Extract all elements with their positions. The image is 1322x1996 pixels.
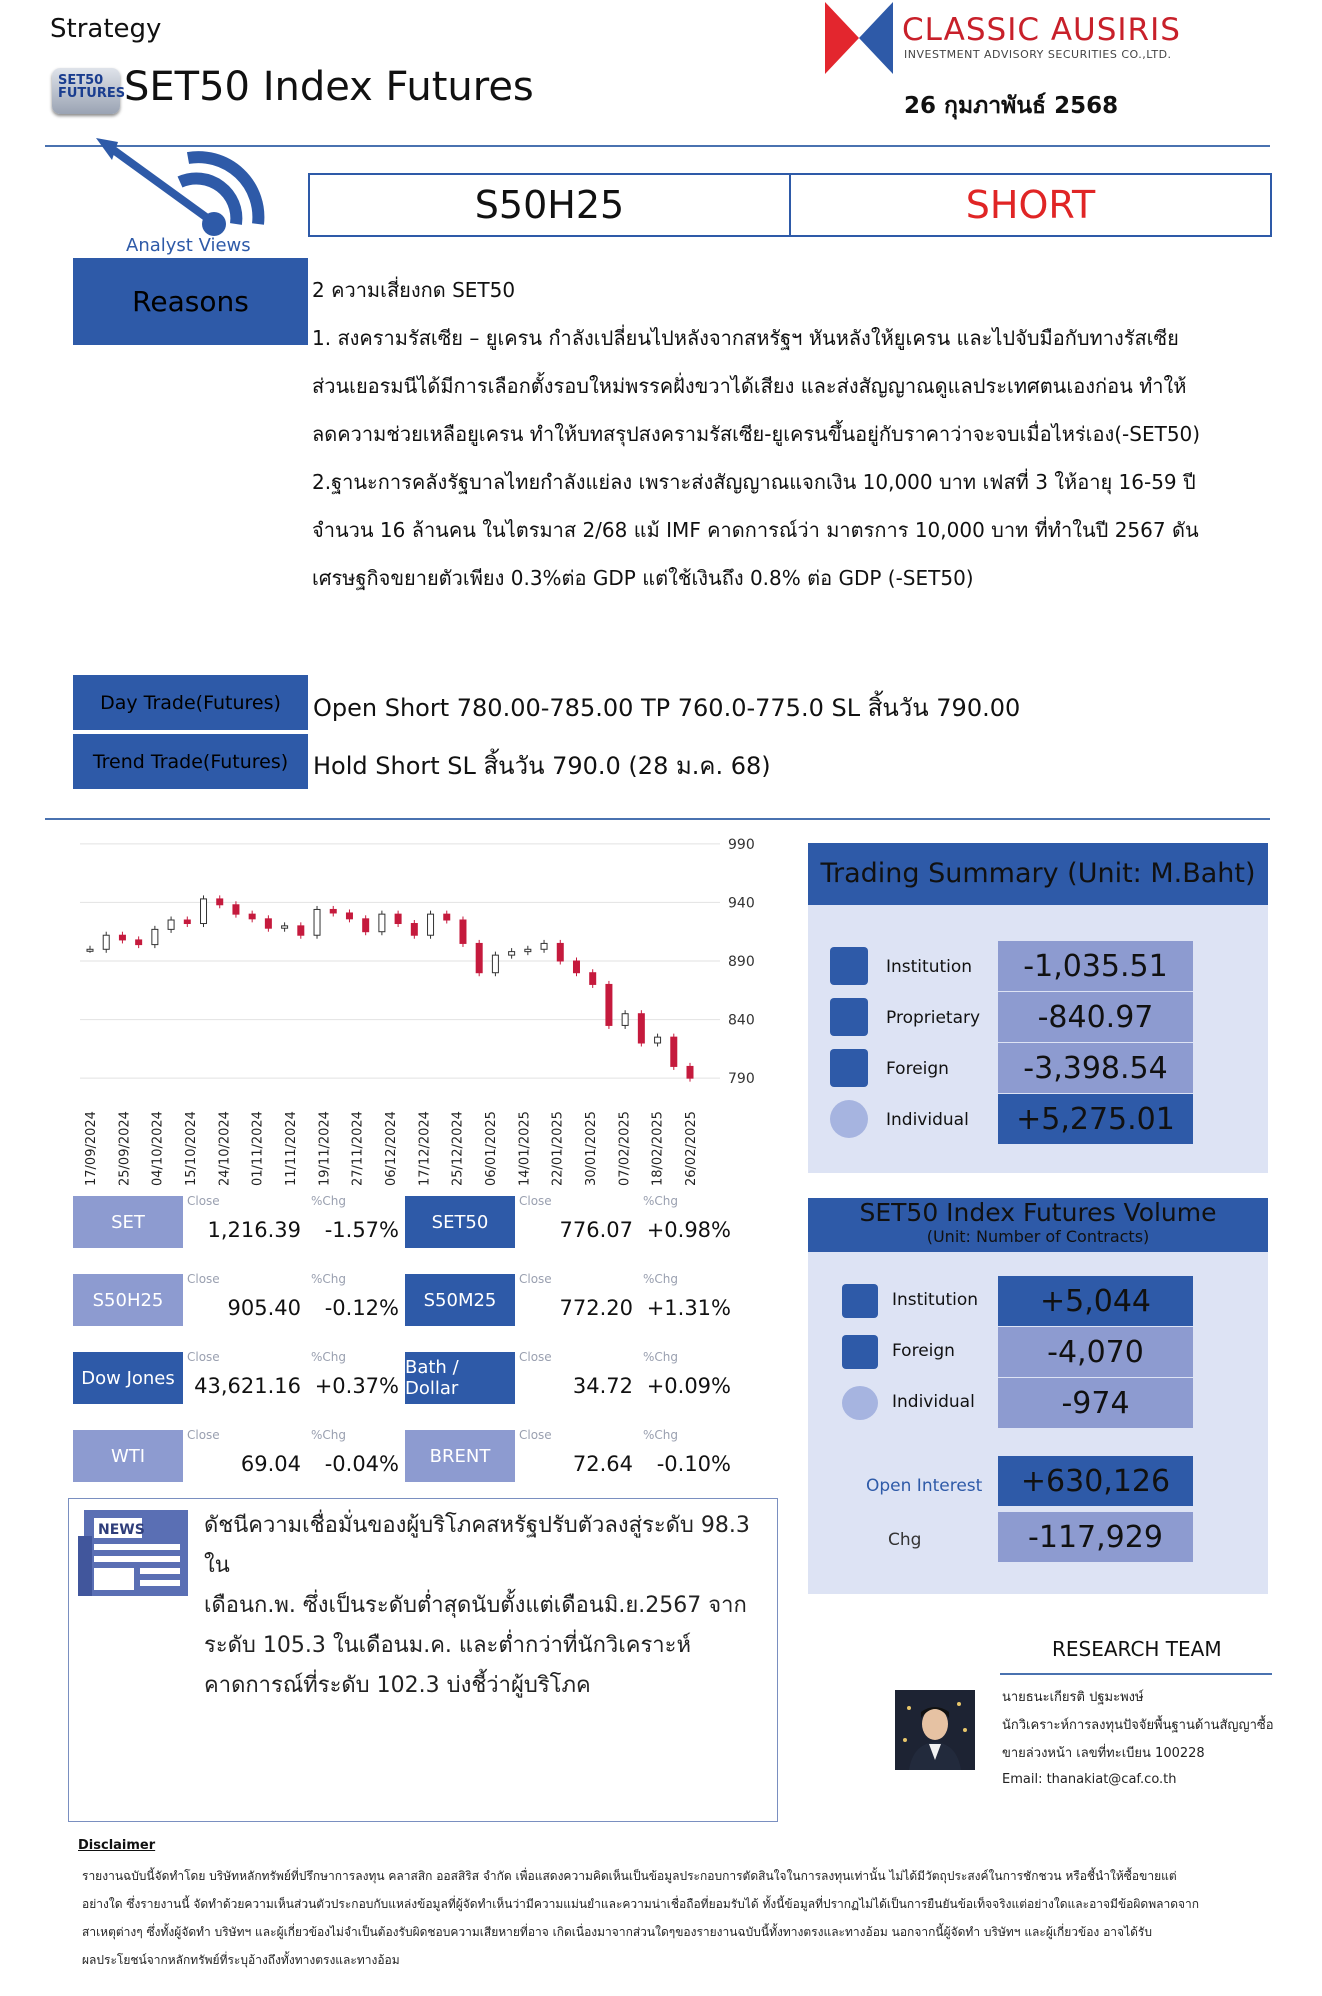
- candle-body: [152, 929, 158, 944]
- trading-summary-title: Trading Summary (Unit: M.Baht): [808, 843, 1268, 905]
- futures-volume-title: SET50 Index Futures Volume: [859, 1198, 1217, 1227]
- candle-body: [346, 913, 352, 919]
- candle-body: [314, 909, 320, 935]
- x-tick-label: 11/11/2024: [284, 1111, 299, 1186]
- reason-line: 2 ความเสี่ยงกด SET50: [312, 278, 516, 302]
- candle-body: [606, 984, 612, 1025]
- section-label: Strategy: [50, 14, 162, 44]
- news-text: [204, 1506, 764, 1706]
- analyst-photo-icon: [895, 1690, 975, 1770]
- candle-body: [103, 935, 109, 949]
- candle-body: [590, 973, 596, 985]
- candle-body: [168, 920, 174, 929]
- reason-line: ส่วนเยอรมนีได้มีการเลือกตั้งรอบใหม่พรรคฝั่งขวาได้เสียง และส่งสัญญาณดูแลประเทศตนเองก่อน ทำให้: [312, 374, 1187, 398]
- x-tick-label: 14/01/2025: [517, 1111, 533, 1186]
- foreign-money-icon: [842, 1335, 878, 1369]
- candle-body: [622, 1014, 628, 1026]
- close-header: Close: [519, 1194, 552, 1208]
- analyst-avatar: [895, 1690, 975, 1770]
- summary-row-label: Proprietary: [886, 1008, 981, 1028]
- reason-line: เศรษฐกิจขยายตัวเพียง 0.3%ต่อ GDP แต่ใช้เงินถึง 0.8% ต่อ GDP (-SET50): [312, 566, 974, 590]
- reason-line: จำนวน 16 ล้านคน ในไตรมาส 2/68 แม้ IMF คาดการณ์ว่า มาตรการ 10,000 บาท ที่ทำในปี 2567 ดัน: [312, 518, 1199, 542]
- quote-chg-value: -0.04%: [324, 1452, 399, 1476]
- quote-close-value: 1,216.39: [207, 1218, 301, 1242]
- close-header: Close: [187, 1350, 220, 1364]
- quote-label: SET: [73, 1196, 183, 1248]
- summary-row-value: -840.97: [998, 992, 1193, 1042]
- analyst-name: นายธนะเกียรติ ปฐมะพงษ์: [1002, 1690, 1144, 1705]
- candle-body: [671, 1037, 677, 1066]
- x-tick-label: 04/10/2024: [150, 1111, 166, 1186]
- news-icon-label: NEWS: [98, 1522, 145, 1538]
- close-header: Close: [187, 1428, 220, 1442]
- candle-body: [136, 940, 142, 945]
- set50-futures-logo: [52, 68, 126, 114]
- candle-body: [687, 1066, 693, 1078]
- y-tick-label: 890: [728, 954, 755, 970]
- company-subtitle: INVESTMENT ADVISORY SECURITIES CO.,LTD.: [904, 48, 1172, 61]
- y-tick-label: 790: [728, 1071, 755, 1088]
- quote-chg-value: +0.37%: [314, 1374, 399, 1398]
- candle-body: [363, 919, 369, 932]
- contract-position-box: [308, 173, 1272, 237]
- summary-row-value: -3,398.54: [998, 1043, 1193, 1093]
- x-tick-label: 26/02/2025: [684, 1111, 699, 1186]
- reason-line: 2.ฐานะการคลังรัฐบาลไทยกำลังแย่ลง เพราะส่งสัญญาณแจกเงิน 10,000 บาท เฟสที่ 3 ให้อายุ 16-59 ปี: [312, 470, 1196, 494]
- institution-building-icon: [830, 947, 868, 985]
- candle-body: [411, 924, 417, 936]
- news-line: เดือนก.พ. ซึ่งเป็นระดับต่ำสุดนับตั้งแต่เดือนมิ.ย.2567 จาก: [204, 1593, 747, 1618]
- candle-body: [655, 1037, 661, 1043]
- chg-header: %Chg: [643, 1350, 679, 1364]
- trend-trade-value: Hold Short SL สิ้นวัน 790.0 (28 ม.ค. 68): [313, 752, 771, 780]
- x-tick-label: 25/12/2024: [450, 1111, 466, 1186]
- oi-change-label: Chg: [888, 1530, 922, 1550]
- disclaimer-line: ผลประโยชน์จากหลักทรัพย์ที่ระบุอ้างถึงทั้งทางตรงและทางอ้อม: [82, 1953, 400, 1967]
- disclaimer-heading: Disclaimer: [78, 1838, 156, 1853]
- reasons-label: Reasons: [73, 258, 308, 345]
- candle-body: [282, 926, 288, 928]
- trend-trade-label: Trend Trade(Futures): [73, 734, 308, 789]
- quote-close-value: 43,621.16: [194, 1374, 301, 1398]
- quote-label: BRENT: [405, 1430, 515, 1482]
- quote-close-value: 72.64: [572, 1452, 633, 1476]
- volume-row-label: Individual: [892, 1392, 975, 1412]
- quote-chg-value: -1.57%: [324, 1218, 399, 1242]
- candle-body: [573, 961, 579, 973]
- reasons-text: [312, 266, 1272, 602]
- candle-body: [249, 914, 255, 919]
- quote-close-value: 905.40: [227, 1296, 301, 1320]
- candle-body: [444, 914, 450, 920]
- candle-body: [509, 952, 515, 956]
- disclaimer-line: รายงานฉบับนี้จัดทำโดย บริษัทหลักทรัพย์ที่ปรึกษาการลงทุน คลาสสิก ออสสิริส จำกัด เพื่อแสดงความคิดเห็นเป็นข้อมูลประกอบการตัดสินใจในการลงทุนเท่านั้น ไม่ได้มีวัตถุประสงค์ในการชักชวน หรือชี้นำให้ซื้อขายแต่: [82, 1869, 1177, 1883]
- quote-chg-value: -0.10%: [656, 1452, 731, 1476]
- close-header: Close: [519, 1272, 552, 1286]
- news-line: ดัชนีความเชื่อมั่นของผู้บริโภคสหรัฐปรับตัวลงสู่ระดับ 98.3 ใน: [204, 1513, 750, 1578]
- report-date: 26 กุมภาพันธ์ 2568: [904, 93, 1119, 119]
- position-signal: SHORT: [965, 183, 1096, 227]
- institution-building-icon: [842, 1284, 878, 1318]
- summary-row-value: -1,035.51: [998, 941, 1193, 991]
- x-tick-label: 15/10/2024: [184, 1111, 199, 1186]
- candle-body: [233, 905, 239, 914]
- foreign-money-icon: [830, 1049, 868, 1087]
- proprietary-group-icon: [830, 998, 868, 1036]
- candle-body: [557, 943, 563, 961]
- analyst-views-label: Analyst Views: [126, 235, 251, 256]
- close-header: Close: [187, 1272, 220, 1286]
- chg-header: %Chg: [643, 1428, 679, 1442]
- candle-body: [201, 899, 207, 924]
- set50-candlestick-chart: [70, 830, 755, 1190]
- close-header: Close: [519, 1428, 552, 1442]
- futures-volume-header: [808, 1198, 1268, 1252]
- analyst-email[interactable]: Email: thanakiat@caf.co.th: [1002, 1772, 1177, 1787]
- company-logo-icon: [825, 2, 893, 74]
- newspaper-icon: [78, 1506, 193, 1601]
- volume-row-value: -4,070: [998, 1327, 1193, 1377]
- x-tick-label: 19/11/2024: [317, 1111, 333, 1186]
- candle-body: [379, 914, 385, 932]
- quote-chg-value: +1.31%: [646, 1296, 731, 1320]
- news-line: คาดการณ์ที่ระดับ 102.3 บ่งชี้ว่าผู้บริโภค: [204, 1673, 591, 1698]
- candle-body: [476, 943, 482, 972]
- candle-body: [525, 949, 531, 951]
- close-header: Close: [187, 1194, 220, 1208]
- x-tick-label: 06/01/2025: [484, 1111, 499, 1186]
- y-tick-label: 990: [728, 836, 755, 853]
- candle-body: [298, 926, 304, 935]
- disclaimer-line: สาเหตุต่างๆ ซึ่งทั้งผู้จัดทำ บริษัทฯ และผู้เกี่ยวข้องไม่จำเป็นต้องรับผิดชอบความเสียหายที่อาจ เกิดเนื่องมาจากส่วนใดๆของรายงานฉบับนี้ทั้งทางตรงและทางอ้อม นอกจากนี้ผู้จัดทำ บริษัทฯ และผู้เกี่ยวข้อง อาจได้รับ: [82, 1925, 1152, 1939]
- quote-label: S50H25: [73, 1274, 183, 1326]
- summary-row-value: +5,275.01: [998, 1094, 1193, 1144]
- volume-row-label: Foreign: [892, 1341, 955, 1361]
- x-tick-label: 17/09/2024: [84, 1111, 99, 1186]
- page-title: SET50 Index Futures: [124, 64, 534, 110]
- y-tick-label: 940: [728, 895, 755, 912]
- quote-label: Bath / Dollar: [405, 1352, 515, 1404]
- x-tick-label: 01/11/2024: [250, 1111, 266, 1186]
- x-tick-label: 17/12/2024: [417, 1111, 433, 1186]
- volume-row-value: +5,044: [998, 1276, 1193, 1326]
- chg-header: %Chg: [311, 1194, 347, 1208]
- quote-close-value: 34.72: [572, 1374, 633, 1398]
- summary-row-label: Individual: [886, 1110, 969, 1130]
- chg-header: %Chg: [643, 1272, 679, 1286]
- y-tick-label: 840: [728, 1012, 755, 1029]
- x-tick-label: 18/02/2025: [650, 1111, 666, 1186]
- analyst-license: ขายล่วงหน้า เลขที่ทะเบียน 100228: [1002, 1746, 1205, 1761]
- chg-header: %Chg: [311, 1272, 347, 1286]
- section-divider: [45, 818, 1270, 820]
- candle-body: [184, 920, 190, 924]
- candle-body: [330, 909, 336, 913]
- futures-volume-subtitle: (Unit: Number of Contracts): [926, 1227, 1150, 1246]
- day-trade-label: Day Trade(Futures): [73, 675, 308, 730]
- reason-line: 1. สงครามรัสเซีย – ยูเครน กำลังเปลี่ยนไปหลังจากสหรัฐฯ หันหลังให้ยูเครน และไปจับมือกับทางรัสเซีย: [312, 326, 1179, 350]
- individual-person-icon: [842, 1386, 878, 1420]
- candle-body: [395, 914, 401, 923]
- chg-header: %Chg: [311, 1428, 347, 1442]
- summary-row-label: Foreign: [886, 1059, 949, 1079]
- day-trade-value: Open Short 780.00-785.00 TP 760.0-775.0 SL สิ้นวัน 790.00: [313, 694, 1021, 722]
- quote-chg-value: -0.12%: [324, 1296, 399, 1320]
- volume-row-label: Institution: [892, 1290, 979, 1310]
- open-interest-label: Open Interest: [866, 1476, 983, 1496]
- close-header: Close: [519, 1350, 552, 1364]
- chg-header: %Chg: [311, 1350, 347, 1364]
- candle-body: [265, 919, 271, 928]
- quote-label: WTI: [73, 1430, 183, 1482]
- quote-close-value: 776.07: [559, 1218, 633, 1242]
- x-tick-label: 25/09/2024: [117, 1111, 133, 1186]
- candle-body: [217, 899, 223, 905]
- news-line: ระดับ 105.3 ในเดือนม.ค. และต่ำกว่าที่นักวิเคราะห์: [204, 1633, 691, 1658]
- x-tick-label: 07/02/2025: [617, 1111, 633, 1186]
- candle-body: [119, 935, 125, 940]
- individual-person-icon: [830, 1100, 868, 1138]
- candle-body: [460, 920, 466, 943]
- candle-body: [492, 955, 498, 973]
- x-tick-label: 27/11/2024: [350, 1111, 366, 1186]
- research-divider: [1000, 1673, 1272, 1675]
- quote-label: SET50: [405, 1196, 515, 1248]
- quote-close-value: 772.20: [559, 1296, 633, 1320]
- x-tick-label: 24/10/2024: [217, 1111, 233, 1186]
- disclaimer-text: [82, 1862, 1282, 1974]
- quote-label: S50M25: [405, 1274, 515, 1326]
- chg-header: %Chg: [643, 1194, 679, 1208]
- open-interest-value: +630,126: [998, 1456, 1193, 1506]
- contract-symbol: S50H25: [310, 175, 791, 235]
- quote-label: Dow Jones: [73, 1352, 183, 1404]
- company-name: CLASSIC AUSIRIS: [902, 12, 1181, 48]
- set50-logo-text: SET50 FUTURES: [58, 73, 126, 101]
- x-tick-label: 22/01/2025: [550, 1111, 566, 1186]
- candle-body: [638, 1014, 644, 1043]
- disclaimer-line: อย่างใด ซึ่งรายงานนี้ จัดทำด้วยความเห็นส่วนตัวประกอบกับแหล่งข้อมูลที่ผู้จัดทำเห็นว่ามีความแม่นยำและความน่าเชื่อถือที่ยอมรับได้ ทั้งนี้ข้อมูลที่ปรากฏไม่ได้เป็นการยืนยันข้อเท็จจริงแต่อย่างใดและอาจมีข้อผิดพลาดจาก: [82, 1897, 1200, 1911]
- research-team-title: RESEARCH TEAM: [1052, 1637, 1222, 1661]
- oi-change-value: -117,929: [998, 1512, 1193, 1562]
- summary-row-label: Institution: [886, 957, 973, 977]
- quote-close-value: 69.04: [240, 1452, 301, 1476]
- candle-body: [428, 914, 434, 935]
- candle-body: [87, 949, 93, 951]
- reason-line: ลดความช่วยเหลือยูเครน ทำให้บทสรุปสงครามรัสเซีย-ยูเครนขึ้นอยู่กับราคาว่าจะจบเมื่อไหร่เอง(-SET50): [312, 422, 1201, 446]
- candle-body: [541, 943, 547, 949]
- x-tick-label: 06/12/2024: [384, 1111, 399, 1186]
- quote-chg-value: +0.09%: [646, 1374, 731, 1398]
- analyst-role: นักวิเคราะห์การลงทุนปัจจัยพื้นฐานด้านสัญญาซื้อ: [1002, 1718, 1274, 1733]
- quote-chg-value: +0.98%: [646, 1218, 731, 1242]
- volume-row-value: -974: [998, 1378, 1193, 1428]
- x-tick-label: 30/01/2025: [584, 1111, 599, 1186]
